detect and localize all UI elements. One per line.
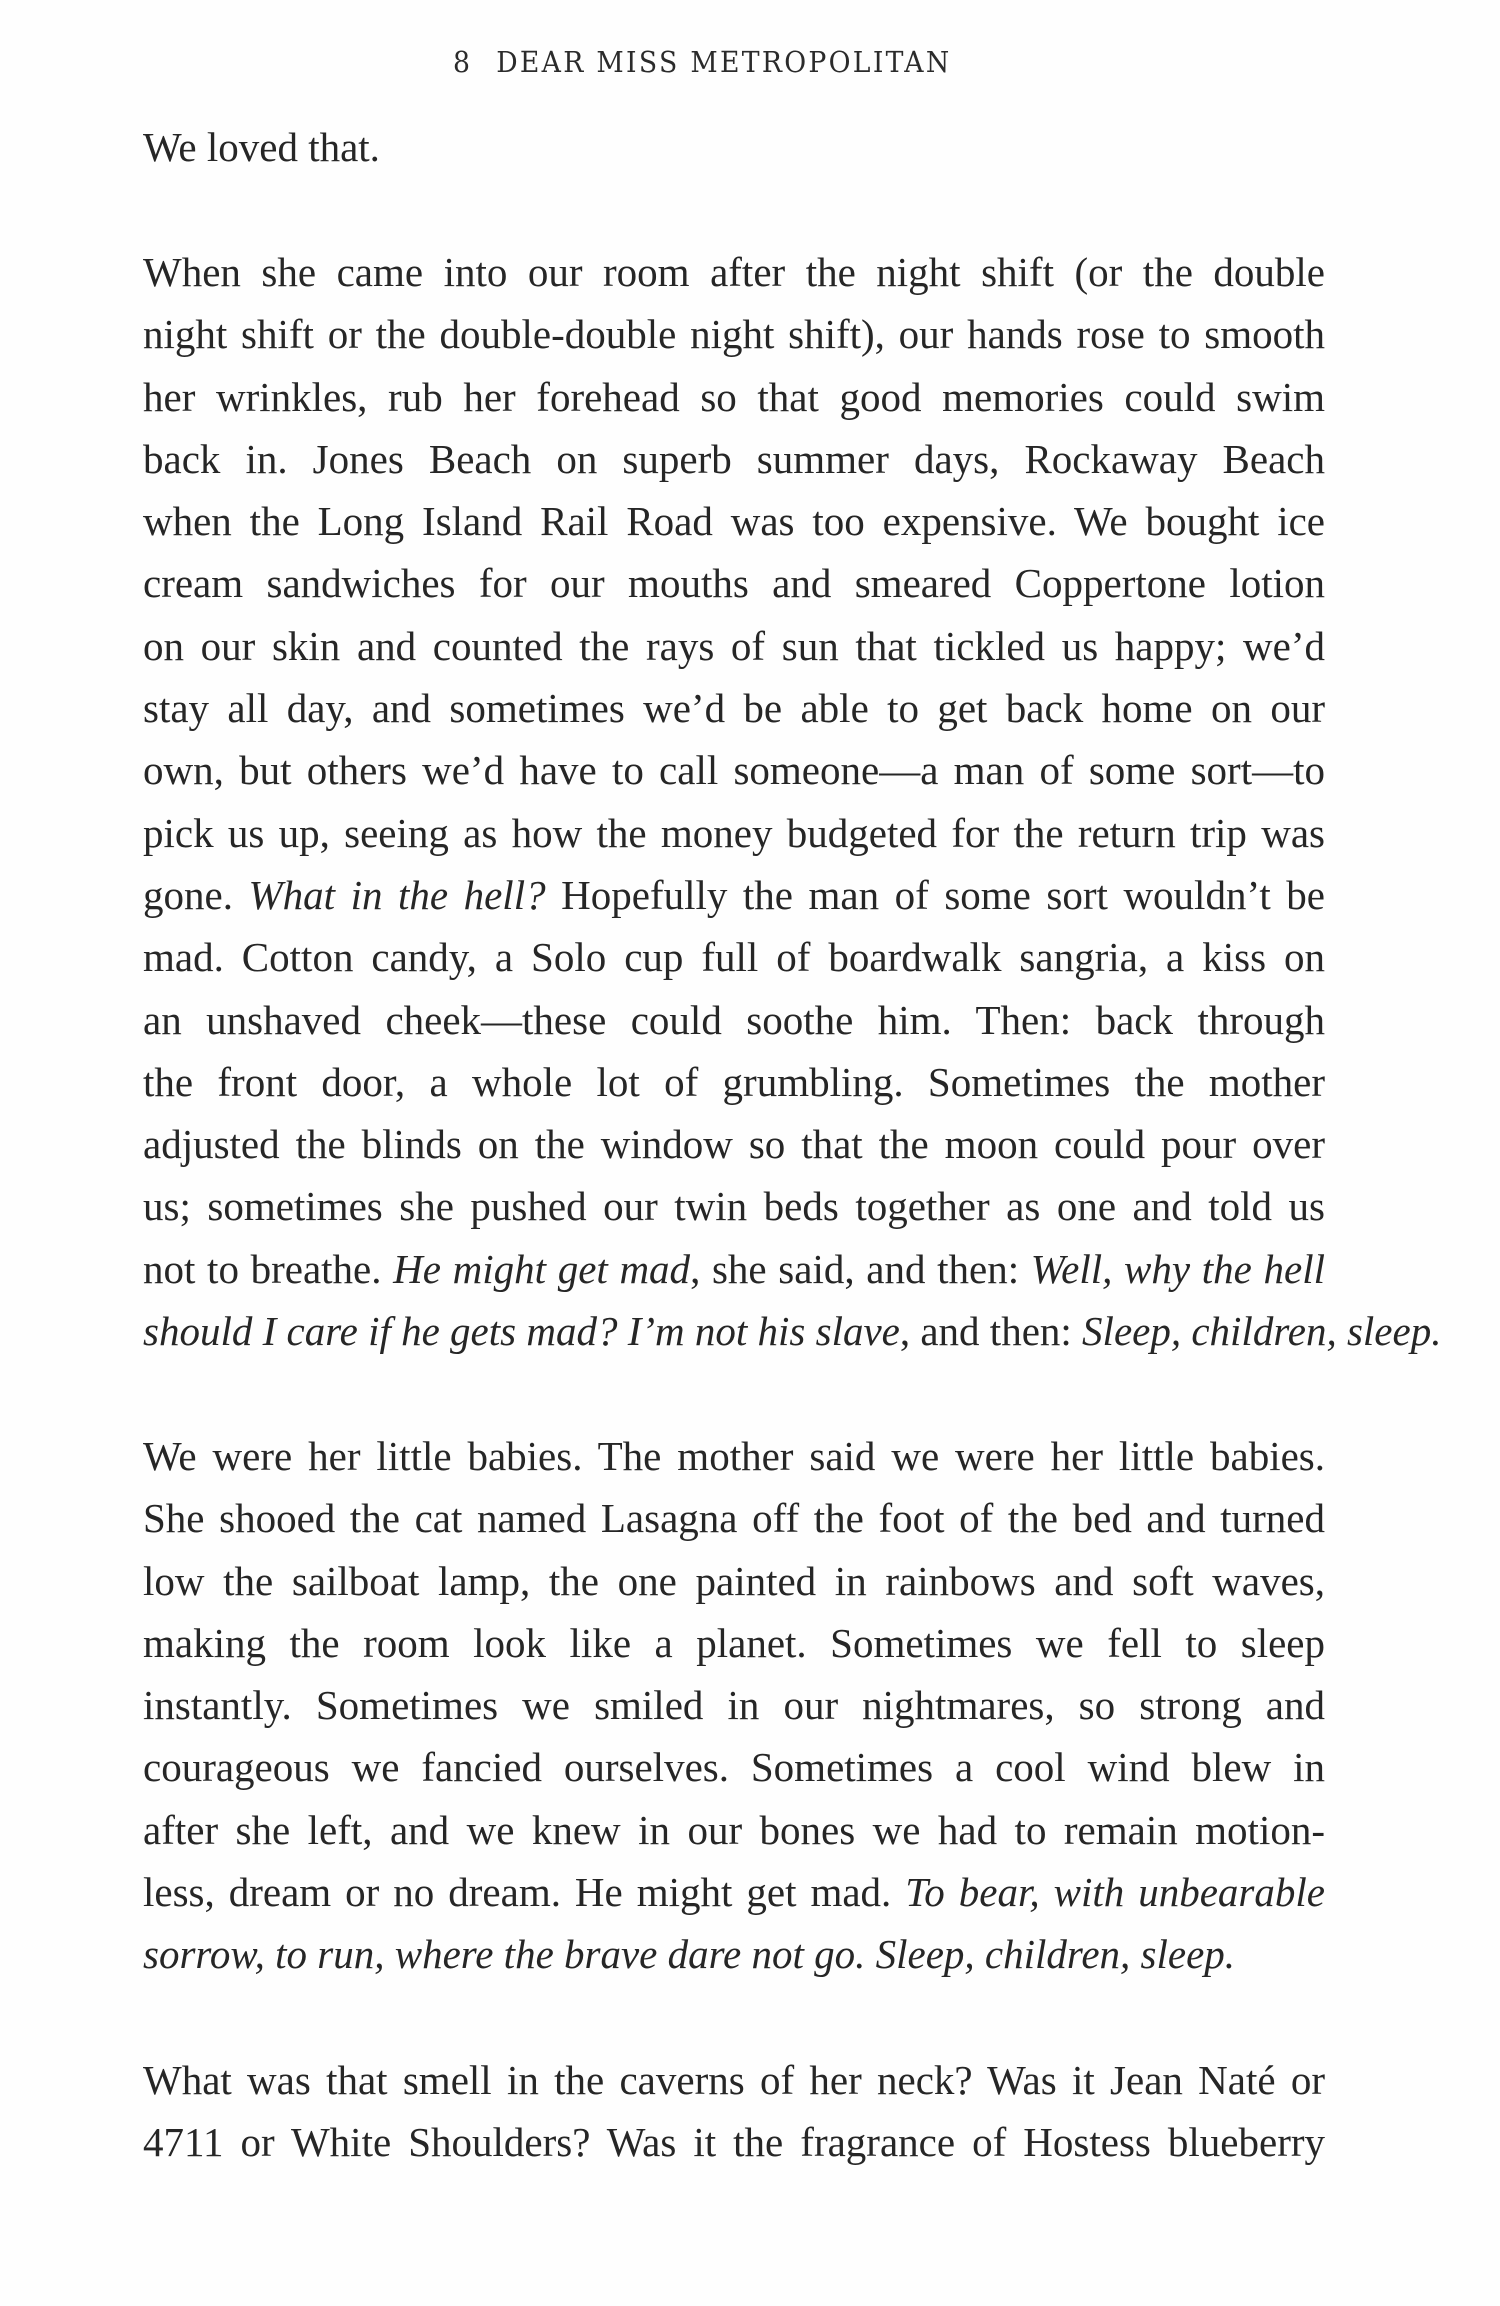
text-run: low the sailboat lamp, the one painted in rainbows and soft waves,	[143, 1558, 1325, 1604]
text-run: gone.	[143, 872, 249, 918]
text-run: , and then:	[899, 1308, 1083, 1354]
text-line	[143, 1680, 1325, 1730]
italic-text: What in the hell?	[248, 872, 546, 918]
text-run: adjusted the blinds on the window so that the moon could pour over	[143, 1121, 1325, 1167]
text-run: When she came into our room after the night shift (or the double	[143, 249, 1325, 295]
text-line	[143, 1867, 1325, 1917]
page-number: 8	[453, 45, 473, 79]
text-run: on our skin and counted the rays of sun that tickled us happy; we’d	[143, 623, 1325, 669]
text-run: when the Long Island Rail Road was too expensive. We bought ice	[143, 498, 1325, 544]
text-line	[143, 1306, 1442, 1356]
text-line	[143, 2055, 1325, 2105]
text-line	[143, 1742, 1325, 1792]
text-run: less, dream or no dream. He might get mad.	[143, 1869, 906, 1915]
text-run: pick us up, seeing as how the money budgeted for the return trip was	[143, 810, 1325, 856]
text-run: not to breathe.	[143, 1246, 394, 1292]
text-line	[143, 870, 1325, 920]
text-line	[143, 1244, 1325, 1294]
text-line	[143, 247, 1325, 297]
text-line	[143, 683, 1325, 733]
text-run: courageous we fancied ourselves. Sometimes a cool wind blew in	[143, 1744, 1325, 1790]
italic-text: He might get mad	[393, 1246, 691, 1292]
text-line	[143, 558, 1325, 608]
text-run: What was that smell in the caverns of her neck? Was it Jean Naté or	[143, 2057, 1325, 2103]
text-line	[143, 309, 1325, 359]
text-run: back in. Jones Beach on superb summer days, Rockaway Beach	[143, 436, 1325, 482]
text-line	[143, 932, 1325, 982]
text-run: own, but others we’d have to call someone—a man of some sort—to	[143, 747, 1325, 793]
text-line	[143, 1929, 1325, 1979]
text-run: us; sometimes she pushed our twin beds together as one and told us	[143, 1183, 1325, 1229]
book-title: DEAR MISS METROPOLITAN	[496, 45, 952, 79]
italic-text: To bear, with unbearable	[905, 1869, 1325, 1915]
text-line	[143, 808, 1325, 858]
text-line	[143, 122, 1325, 172]
text-run: , she said, and then:	[690, 1246, 1031, 1292]
italic-text: should I care if he gets mad? I’m not his slave	[143, 1308, 900, 1354]
text-line	[143, 2117, 1325, 2167]
text-run: her wrinkles, rub her forehead so that good memories could swim	[143, 374, 1325, 420]
text-line	[143, 1057, 1325, 1107]
text-line	[143, 745, 1325, 795]
text-run: Hopefully the man of some sort wouldn’t be	[545, 872, 1325, 918]
italic-text: sorrow, to run, where the brave dare not go. Sleep, children, sleep.	[143, 1931, 1236, 1977]
text-line	[143, 1119, 1325, 1169]
italic-text: Well, why the hell	[1030, 1246, 1325, 1292]
text-run: She shooed the cat named Lasagna off the foot of the bed and turned	[143, 1495, 1325, 1541]
text-run: making the room look like a planet. Sometimes we fell to sleep	[143, 1620, 1325, 1666]
text-line	[143, 496, 1325, 546]
text-line	[143, 1431, 1325, 1481]
text-line	[143, 995, 1325, 1045]
text-line	[143, 1493, 1325, 1543]
text-run: We were her little babies. The mother said we were her little babies.	[143, 1433, 1325, 1479]
text-line	[143, 1618, 1325, 1668]
text-line	[143, 1805, 1325, 1855]
text-run: an unshaved cheek—these could soothe him. Then: back through	[143, 997, 1325, 1043]
text-line	[143, 372, 1325, 422]
running-head	[453, 44, 952, 80]
text-run: stay all day, and sometimes we’d be able to get back home on our	[143, 685, 1325, 731]
text-run: after she left, and we knew in our bones we had to remain motion-	[143, 1807, 1325, 1853]
text-run: night shift or the double-double night shift), our hands rose to smooth	[143, 311, 1325, 357]
text-run: 4711 or White Shoulders? Was it the fragrance of Hostess blueberry	[143, 2119, 1325, 2165]
text-line	[143, 1181, 1325, 1231]
text-run: We loved that.	[143, 124, 380, 170]
text-run: the front door, a whole lot of grumbling. Sometimes the mother	[143, 1059, 1325, 1105]
text-line	[143, 621, 1325, 671]
italic-text: Sleep, children, sleep.	[1082, 1308, 1442, 1354]
text-line	[143, 1556, 1325, 1606]
text-run: cream sandwiches for our mouths and smeared Coppertone lotion	[143, 560, 1325, 606]
text-run: mad. Cotton candy, a Solo cup full of boardwalk sangria, a kiss on	[143, 934, 1325, 980]
text-line	[143, 434, 1325, 484]
text-run: instantly. Sometimes we smiled in our nightmares, so strong and	[143, 1682, 1325, 1728]
